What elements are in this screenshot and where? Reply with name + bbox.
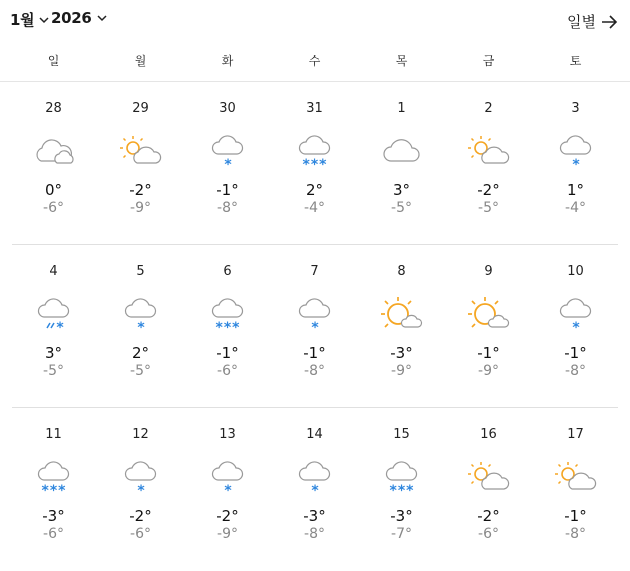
svg-text:*: * [223, 157, 232, 171]
day-cell[interactable] [184, 245, 271, 379]
day-cell[interactable] [97, 82, 184, 216]
heavy-snow-icon [203, 294, 253, 334]
day-cell[interactable] [97, 245, 184, 379]
day-cell[interactable] [445, 408, 532, 542]
day-cell[interactable] [271, 408, 358, 542]
high-temp: -1° [564, 507, 587, 525]
high-temp: 1° [566, 181, 585, 199]
day-number: 16 [480, 427, 497, 442]
high-temp: -2° [216, 507, 239, 525]
high-temp: -3° [390, 344, 413, 362]
year-selector[interactable] [51, 9, 108, 27]
low-temp: -6° [478, 526, 499, 542]
partly-sunny-icon [551, 457, 601, 497]
day-number: 31 [306, 101, 323, 116]
low-temp: -5° [130, 363, 151, 379]
weekday-wed: 수 [308, 54, 321, 68]
high-temp: -1° [216, 181, 239, 199]
high-temp: -2° [129, 507, 152, 525]
low-temp: -8° [565, 526, 586, 542]
day-cell[interactable] [10, 82, 97, 216]
day-cell[interactable] [97, 408, 184, 542]
svg-text:***: *** [302, 157, 327, 171]
day-number: 30 [219, 101, 236, 116]
low-temp: -4° [565, 200, 586, 216]
svg-text:*: * [571, 157, 580, 171]
high-temp: -2° [477, 507, 500, 525]
heavy-snow-icon [377, 457, 427, 497]
day-cell[interactable] [184, 82, 271, 216]
low-temp: -6° [43, 526, 64, 542]
day-number: 14 [306, 427, 323, 442]
cloudy-icon [29, 131, 79, 171]
low-temp: -8° [304, 526, 325, 542]
partly-sunny-icon [116, 131, 166, 171]
high-temp: 3° [44, 344, 63, 362]
day-cell[interactable] [445, 245, 532, 379]
day-number: 7 [310, 264, 319, 279]
low-temp: -5° [478, 200, 499, 216]
low-temp: -9° [217, 526, 238, 542]
mostly-sunny-icon [377, 294, 427, 334]
day-number: 4 [49, 264, 58, 279]
day-number: 5 [136, 264, 145, 279]
day-cell[interactable] [10, 408, 97, 542]
day-cell[interactable] [10, 245, 97, 379]
low-temp: -4° [304, 200, 325, 216]
svg-text:*: * [136, 320, 145, 334]
weekday-sun: 일 [47, 54, 60, 68]
chevron-down-icon [38, 14, 50, 26]
month-selector[interactable] [10, 9, 50, 30]
low-temp: -9° [130, 200, 151, 216]
high-temp: -1° [303, 344, 326, 362]
low-temp: -8° [217, 200, 238, 216]
weekday-tue: 화 [221, 54, 234, 68]
day-number: 15 [393, 427, 410, 442]
day-cell[interactable] [358, 245, 445, 379]
svg-text:*: * [310, 483, 319, 497]
day-number: 12 [132, 427, 149, 442]
weekday-thu: 목 [395, 54, 408, 68]
light-snow-icon [203, 457, 253, 497]
low-temp: -9° [478, 363, 499, 379]
day-number: 8 [397, 264, 406, 279]
calendar-week [0, 82, 630, 245]
weekday-sat: 토 [569, 54, 582, 68]
low-temp: -6° [217, 363, 238, 379]
calendar-week [0, 408, 630, 571]
year-label: 2026 [51, 9, 92, 27]
low-temp: -9° [391, 363, 412, 379]
light-snow-icon [290, 294, 340, 334]
svg-text:***: *** [41, 483, 66, 497]
svg-text:***: *** [389, 483, 414, 497]
low-temp: -5° [43, 363, 64, 379]
svg-text:*: * [571, 320, 580, 334]
day-cell[interactable] [532, 82, 619, 216]
high-temp: 2° [131, 344, 150, 362]
partly-sunny-icon [464, 131, 514, 171]
high-temp: -3° [303, 507, 326, 525]
day-number: 11 [45, 427, 62, 442]
day-number: 9 [484, 264, 493, 279]
low-temp: -8° [304, 363, 325, 379]
arrow-right-icon [601, 15, 618, 29]
day-cell[interactable] [271, 245, 358, 379]
high-temp: -1° [477, 344, 500, 362]
high-temp: -1° [216, 344, 239, 362]
day-cell[interactable] [271, 82, 358, 216]
high-temp: -3° [390, 507, 413, 525]
light-snow-icon [116, 294, 166, 334]
day-cell[interactable] [358, 82, 445, 216]
svg-text:*: * [310, 320, 319, 334]
day-cell[interactable] [445, 82, 532, 216]
light-snow-icon [551, 294, 601, 334]
sleet-icon [29, 294, 79, 334]
calendar-header [0, 0, 630, 40]
day-number: 28 [45, 101, 62, 116]
day-cell[interactable] [532, 408, 619, 542]
svg-text:*: * [55, 320, 64, 334]
day-number: 17 [567, 427, 584, 442]
high-temp: -2° [129, 181, 152, 199]
light-snow-icon [290, 457, 340, 497]
high-temp: 2° [305, 181, 324, 199]
low-temp: -8° [565, 363, 586, 379]
chevron-down-icon [96, 12, 108, 24]
low-temp: -7° [391, 526, 412, 542]
high-temp: 3° [392, 181, 411, 199]
mostly-sunny-icon [464, 294, 514, 334]
day-cell[interactable] [184, 408, 271, 542]
svg-text:*: * [223, 483, 232, 497]
low-temp: -6° [130, 526, 151, 542]
overcast-icon [377, 131, 427, 171]
weekday-mon: 월 [134, 54, 147, 68]
month-label: 1월 [10, 11, 35, 29]
calendar-grid [0, 82, 630, 571]
light-snow-icon [203, 131, 253, 171]
day-cell[interactable] [358, 408, 445, 542]
weekday-fri: 금 [482, 54, 495, 68]
day-number: 6 [223, 264, 232, 279]
heavy-snow-icon [29, 457, 79, 497]
day-number: 10 [567, 264, 584, 279]
calendar-week [0, 245, 630, 408]
high-temp: -1° [564, 344, 587, 362]
day-number: 3 [571, 101, 580, 116]
day-number: 1 [397, 101, 406, 116]
light-snow-icon [116, 457, 166, 497]
heavy-snow-icon [290, 131, 340, 171]
day-number: 29 [132, 101, 149, 116]
weekday-header [0, 40, 630, 70]
svg-text:*: * [136, 483, 145, 497]
daily-view-link[interactable] [567, 11, 618, 32]
day-number: 2 [484, 101, 493, 116]
high-temp: -3° [42, 507, 65, 525]
day-cell[interactable] [532, 245, 619, 379]
low-temp: -6° [43, 200, 64, 216]
day-number: 13 [219, 427, 236, 442]
daily-view-label: 일별 [567, 13, 596, 31]
high-temp: 0° [44, 181, 63, 199]
high-temp: -2° [477, 181, 500, 199]
partly-sunny-icon [464, 457, 514, 497]
svg-text:***: *** [215, 320, 240, 334]
light-snow-icon [551, 131, 601, 171]
low-temp: -5° [391, 200, 412, 216]
